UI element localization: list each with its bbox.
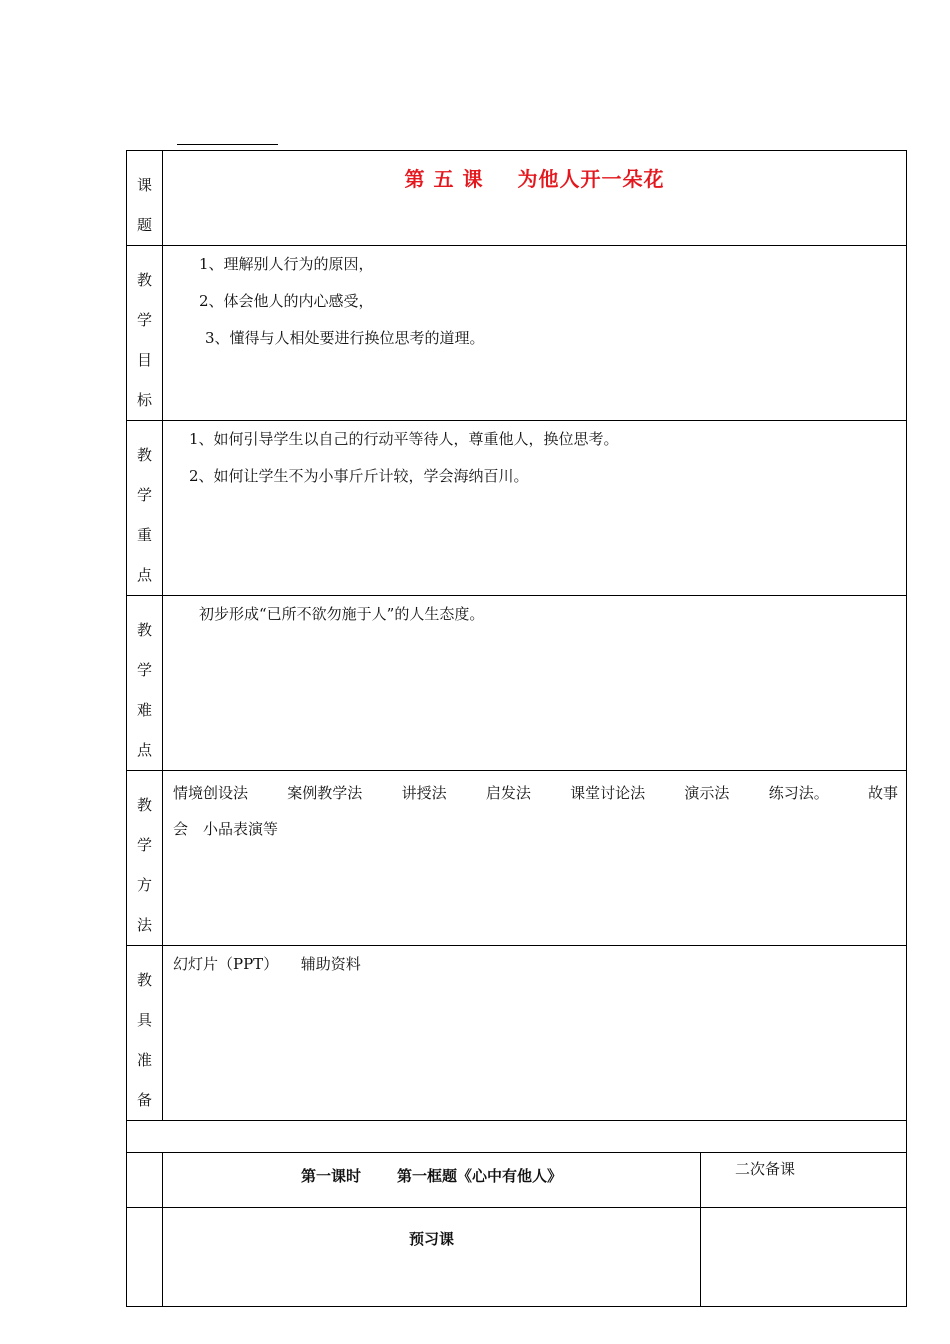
lesson-number: 第 五 课 — [404, 167, 484, 191]
focus-item: 1、如何引导学生以自己的行动平等待人，尊重他人，换位思考。 — [189, 430, 619, 448]
row-difficulty — [127, 596, 907, 771]
method-item: 演示法 — [684, 784, 730, 802]
method-item: 讲授法 — [401, 784, 447, 802]
lesson-title — [163, 151, 906, 192]
methods-content — [163, 771, 907, 946]
row-preview — [127, 1208, 907, 1307]
difficulty-item: 初步形成“已所不欲勿施于人”的人生态度。 — [199, 605, 485, 623]
header-rule — [177, 144, 278, 145]
row-tools — [127, 946, 907, 1121]
lesson-title-cell — [163, 151, 907, 246]
goal-item: 3、懂得与人相处要进行换位思考的道理。 — [205, 329, 485, 347]
method-item: 情境创设法 — [173, 784, 249, 802]
row-session — [127, 1153, 907, 1208]
session-label-cell — [127, 1153, 163, 1208]
session-heading — [163, 1153, 700, 1186]
tools-text: 幻灯片（PPT） 辅助资料 — [173, 955, 361, 973]
methods-list — [173, 775, 898, 811]
method-item: 案例教学法 — [287, 784, 363, 802]
label-difficulty: 教 学 难 点 — [127, 596, 163, 771]
goals-content — [163, 246, 907, 421]
row-focus — [127, 421, 907, 596]
spacer-cell — [127, 1121, 907, 1153]
label-focus: 教 学 重 点 — [127, 421, 163, 596]
goal-item: 1、理解别人行为的原因， — [199, 255, 374, 273]
row-spacer — [127, 1121, 907, 1153]
goal-item: 2、体会他人的内心感受， — [199, 292, 374, 310]
difficulty-content — [163, 596, 907, 771]
row-topic — [127, 151, 907, 246]
focus-item: 2、如何让学生不为小事斤斤计较，学会海纳百川。 — [189, 467, 529, 485]
side-note: 二次备课 — [735, 1160, 796, 1178]
preview-side-cell — [701, 1208, 907, 1307]
row-goals — [127, 246, 907, 421]
label-tools: 教 具 准 备 — [127, 946, 163, 1121]
method-item: 故事 — [867, 784, 898, 802]
side-note-cell — [701, 1153, 907, 1208]
method-item: 课堂讨论法 — [570, 784, 646, 802]
label-goals: 教 学 目 标 — [127, 246, 163, 421]
method-item: 启发法 — [485, 784, 531, 802]
preview-content-cell — [163, 1208, 701, 1307]
preview-label-cell — [127, 1208, 163, 1307]
lesson-plan-table — [126, 150, 907, 1307]
focus-content — [163, 421, 907, 596]
row-methods — [127, 771, 907, 946]
method-item: 练习法。 — [768, 784, 829, 802]
methods-continuation: 会 小品表演等 — [173, 820, 279, 838]
label-methods: 教 学 方 法 — [127, 771, 163, 946]
session-heading-cell — [163, 1153, 701, 1208]
session-frame: 第一框题《心中有他人》 — [397, 1167, 563, 1185]
session-period: 第一课时 — [300, 1167, 361, 1185]
lesson-name: 为他人开一朵花 — [517, 167, 665, 191]
tools-content — [163, 946, 907, 1121]
preview-heading: 预习课 — [408, 1230, 454, 1248]
label-topic: 课 题 — [127, 151, 163, 246]
